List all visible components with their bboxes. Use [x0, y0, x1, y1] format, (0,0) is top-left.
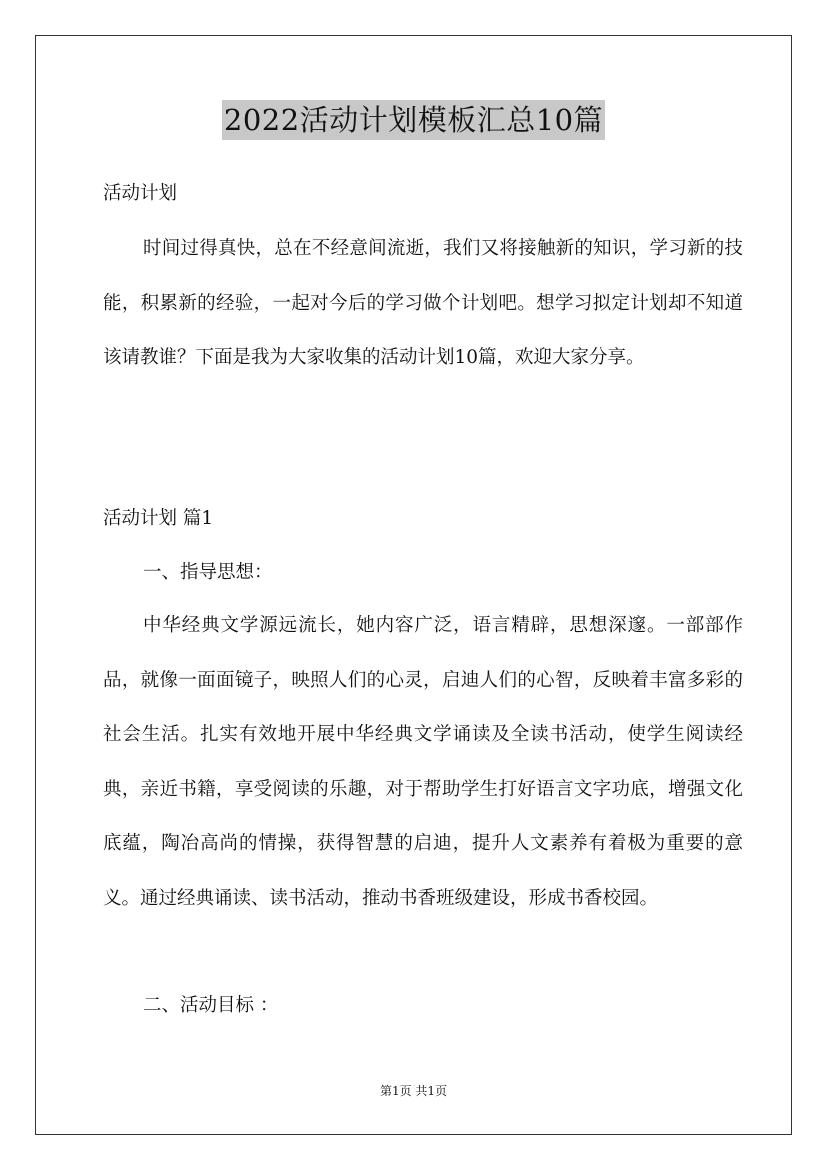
section-paragraph: 中华经典文学源远流长，她内容广泛，语言精辟，思想深邃。一部部作品，就像一面面镜子，映照人们的心灵，启迪人们的心智，反映着丰富多彩的社会生活。扎实有效地开展中华经典文学诵读及全读书活动，使学生阅读经典，亲近书籍，享受阅读的乐趣，对于帮助学生打好语言文字功底，增强文化底蕴，陶冶高尚的情操，获得智慧的启迪，提升人文素养有着极为重要的意义。通过经典诵读、读书活动，推动书香班级建设，形成书香校园。: [103, 615, 743, 909]
intro-heading: 活动计划: [103, 183, 178, 204]
intro-paragraph: 时间过得真快，总在不经意间流逝，我们又将接触新的知识，学习新的技能，积累新的经验，一起对今后的学习做个计划吧。想学习拟定计划却不知道该请教谁？下面是我为大家收集的活动计划10篇，欢迎大家分享。: [103, 238, 743, 368]
title-container: [0, 100, 827, 140]
document-title: 2022活动计划模板汇总10篇: [222, 100, 605, 140]
section-heading: 活动计划 篇1: [103, 508, 214, 529]
page-footer: 第1页 共1页: [379, 1084, 448, 1098]
subheading-guiding-idea: 一、指导思想：: [143, 562, 273, 583]
subheading-activity-goals: 二、活动目标 ：: [143, 995, 279, 1016]
